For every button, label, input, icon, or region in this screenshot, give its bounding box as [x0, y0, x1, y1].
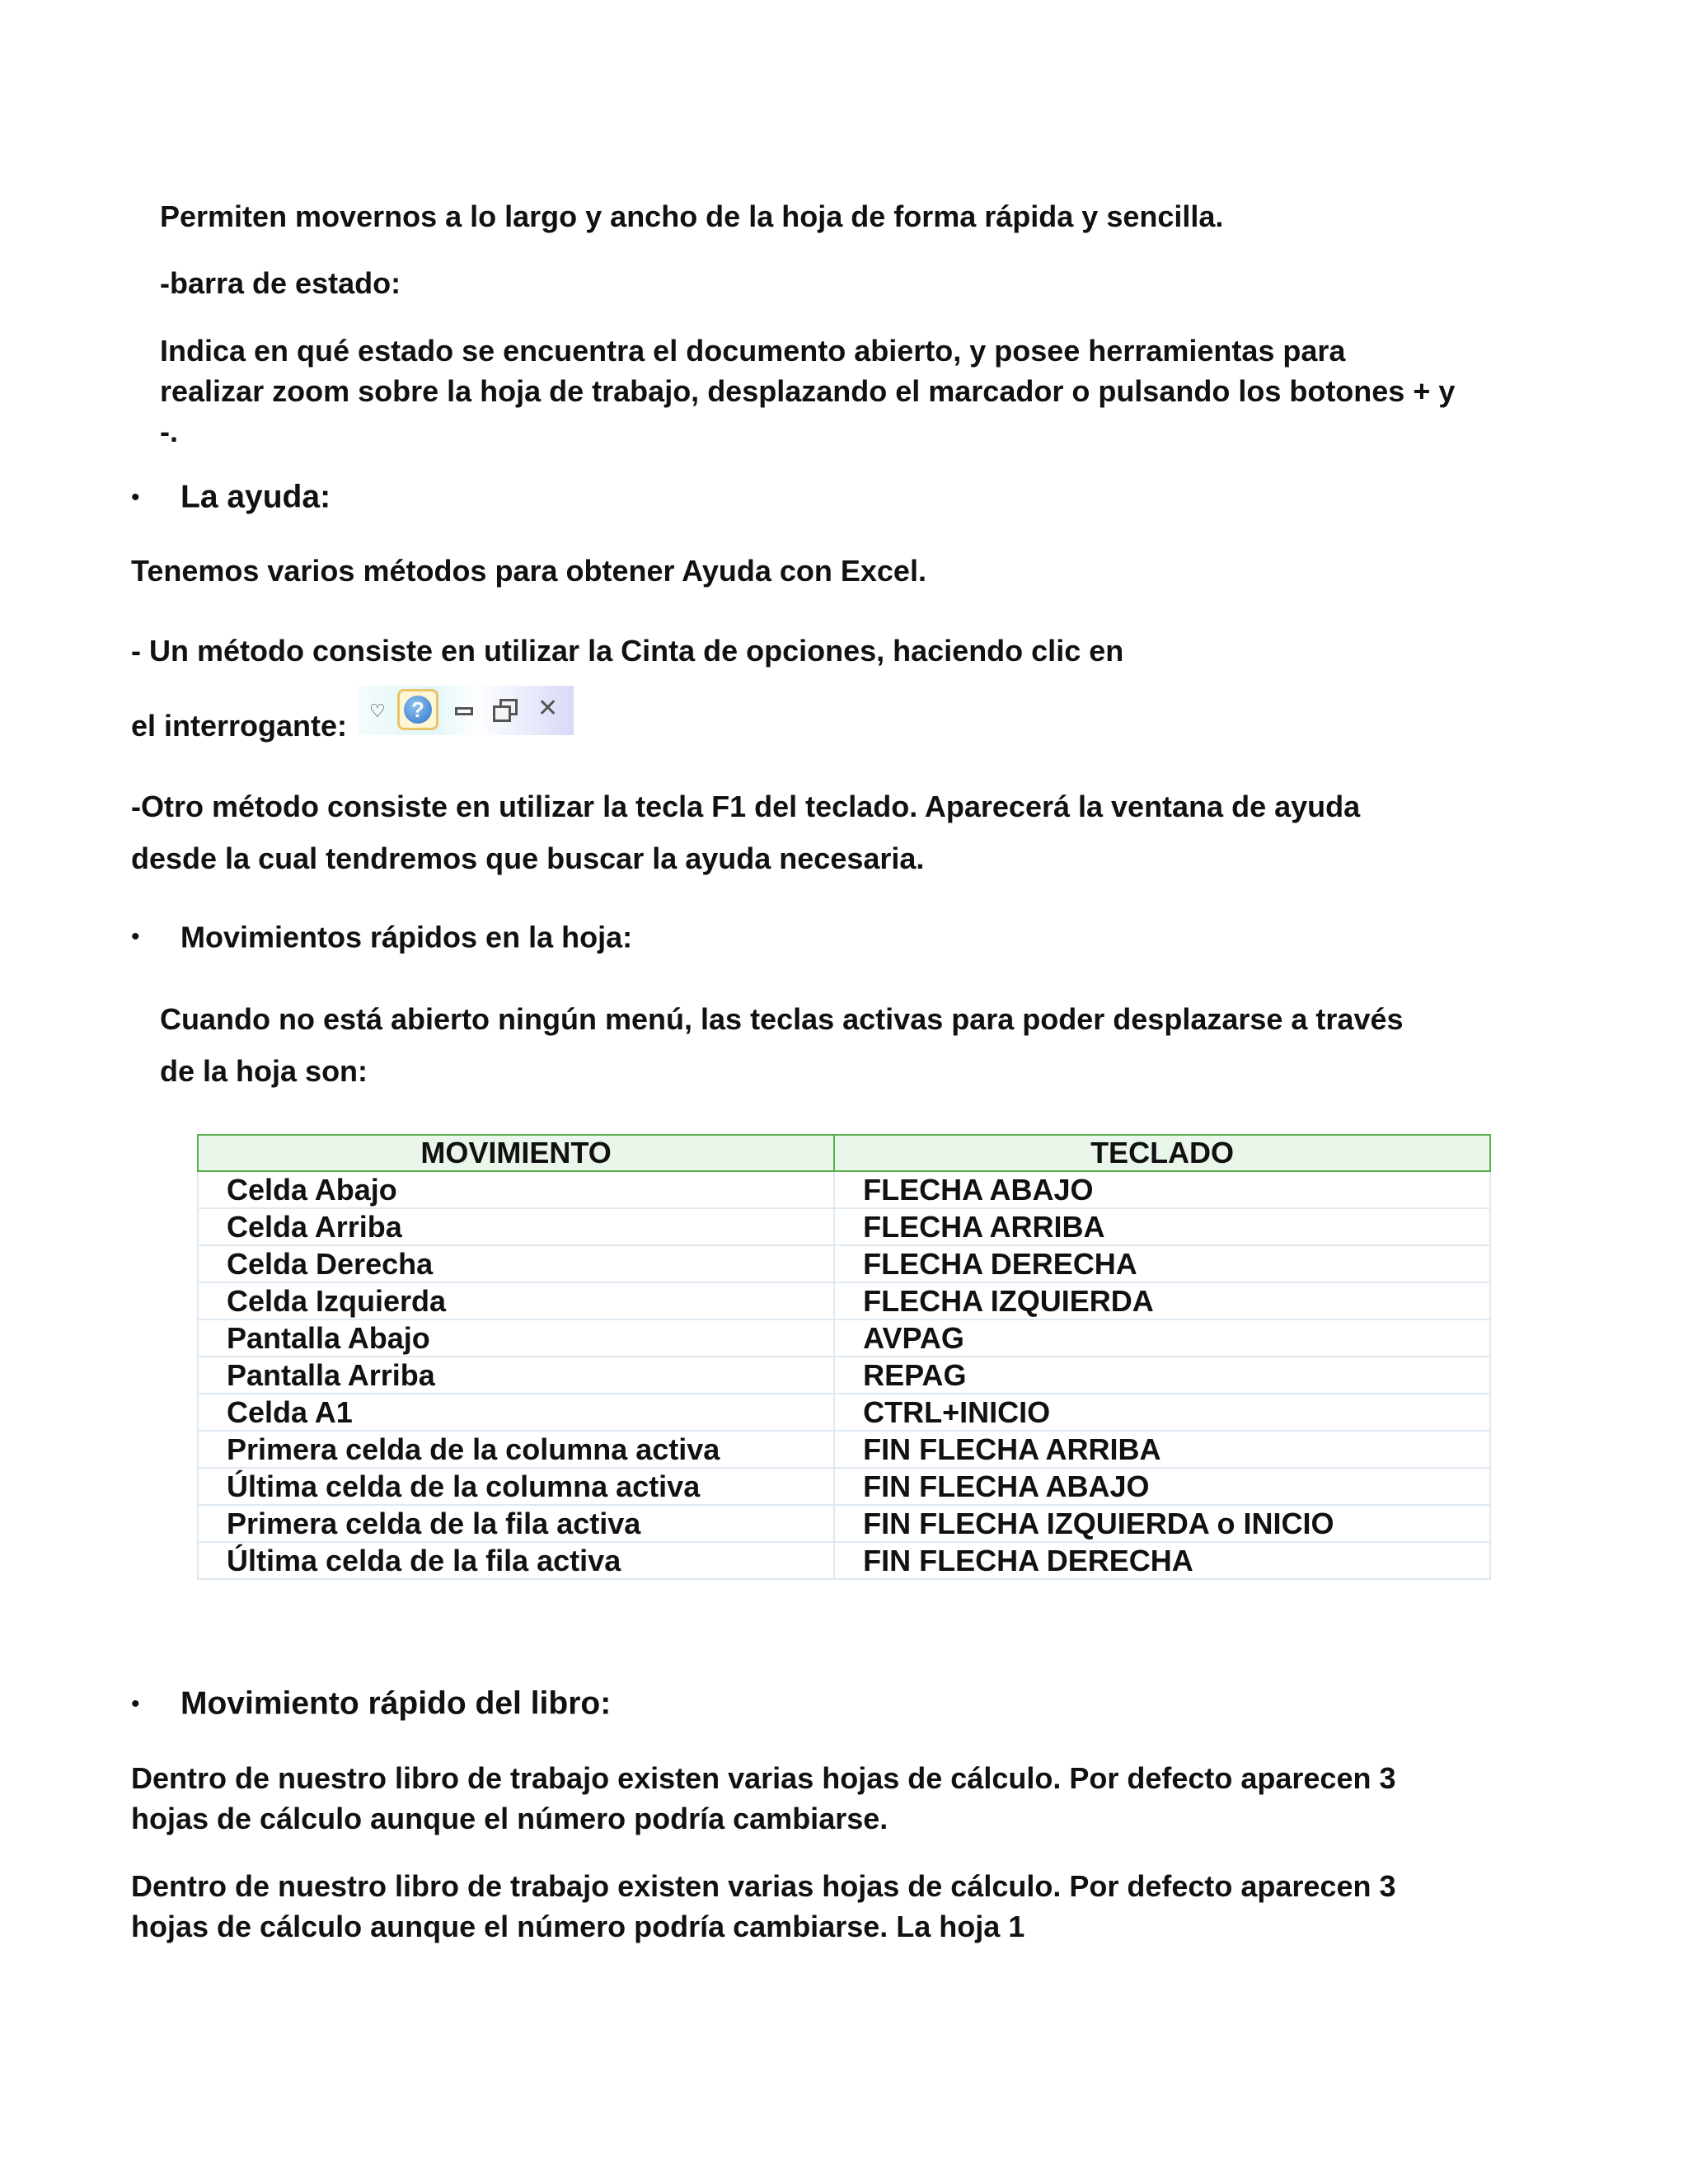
key-cell: FIN FLECHA IZQUIERDA o INICIO [834, 1505, 1490, 1542]
heading-la-ayuda [131, 478, 331, 516]
paragraph-help-methods: Tenemos varios métodos para obtener Ayuda con Excel. [131, 554, 926, 588]
movement-cell: Última celda de la columna activa [198, 1468, 834, 1505]
paragraph-book-2-line1: Dentro de nuestro libro de trabajo existen varias hojas de cálculo. Por defecto aparecen 3 [131, 1869, 1396, 1903]
key-cell: FLECHA ABAJO [834, 1171, 1490, 1208]
help-glyph: ? [404, 696, 432, 724]
table-row [198, 1357, 1490, 1394]
table-row [198, 1171, 1490, 1208]
paragraph-help-f1-line1: -Otro método consiste en utilizar la tecla F1 del teclado. Aparecerá la ventana de ayuda [131, 790, 1361, 823]
movement-cell: Celda A1 [198, 1394, 834, 1431]
key-cell: AVPAG [834, 1319, 1490, 1357]
heading-text: La ayuda: [181, 479, 331, 515]
table-row [198, 1468, 1490, 1505]
paragraph-book-1-line2: hojas de cálculo aunque el número podría cambiarse. [131, 1802, 889, 1835]
key-cell: CTRL+INICIO [834, 1394, 1490, 1431]
table-header-row [198, 1135, 1490, 1171]
table-row [198, 1208, 1490, 1245]
key-cell: FIN FLECHA DERECHA [834, 1542, 1490, 1579]
movement-cell: Celda Arriba [198, 1208, 834, 1245]
movement-cell: Celda Derecha [198, 1245, 834, 1282]
heading-text: Movimientos rápidos en la hoja: [181, 920, 633, 954]
key-cell: FIN FLECHA ARRIBA [834, 1431, 1490, 1468]
restore-icon[interactable] [493, 699, 516, 720]
movement-cell: Pantalla Arriba [198, 1357, 834, 1394]
table-row [198, 1245, 1490, 1282]
shortcuts-table [197, 1134, 1491, 1580]
key-cell: FLECHA DERECHA [834, 1245, 1490, 1282]
paragraph-help-ribbon: - Un método consiste en utilizar la Cinta de opciones, haciendo clic en [131, 634, 1124, 668]
column-header-movimiento: MOVIMIENTO [198, 1135, 834, 1171]
movement-cell: Primera celda de la fila activa [198, 1505, 834, 1542]
paragraph-help-f1-line2: desde la cual tendremos que buscar la ayuda necesaria. [131, 841, 925, 875]
table-row [198, 1505, 1490, 1542]
paragraph-book-2-line2: hojas de cálculo aunque el número podría cambiarse. La hoja 1 [131, 1910, 1025, 1943]
paragraph-scroll-bars: Permiten movernos a lo largo y ancho de la hoja de forma rápida y sencilla. [160, 199, 1224, 233]
bullet-marker: • [131, 483, 140, 511]
movement-cell: Última celda de la fila activa [198, 1542, 834, 1579]
bullet-marker: • [131, 1690, 140, 1718]
key-cell: FLECHA IZQUIERDA [834, 1282, 1490, 1319]
movement-cell: Celda Izquierda [198, 1282, 834, 1319]
movement-cell: Pantalla Abajo [198, 1319, 834, 1357]
paragraph-keys-line2: de la hoja son: [160, 1054, 368, 1088]
paragraph-status-bar-line2: realizar zoom sobre la hoja de trabajo, desplazando el marcador o pulsando los botones + y [160, 374, 1456, 408]
key-cell: FLECHA ARRIBA [834, 1208, 1490, 1245]
paragraph-book-1-line1: Dentro de nuestro libro de trabajo existen varias hojas de cálculo. Por defecto aparecen 3 [131, 1761, 1396, 1795]
bullet-marker: • [131, 923, 140, 951]
help-icon[interactable] [397, 689, 438, 730]
key-cell: REPAG [834, 1357, 1490, 1394]
table-row [198, 1394, 1490, 1431]
window-controls-strip [358, 686, 574, 735]
paragraph-help-question-mark: el interrogante: [131, 709, 348, 743]
movement-cell: Celda Abajo [198, 1171, 834, 1208]
column-header-teclado: TECLADO [834, 1135, 1490, 1171]
paragraph-status-bar-line1: Indica en qué estado se encuentra el documento abierto, y posee herramientas para [160, 334, 1346, 368]
table-row [198, 1319, 1490, 1357]
paragraph-keys-line1: Cuando no está abierto ningún menú, las teclas activas para poder desplazarse a través [160, 1002, 1404, 1036]
minimize-icon[interactable] [455, 707, 473, 715]
heading-text: Movimiento rápido del libro: [181, 1685, 612, 1722]
heading-movimiento-libro [131, 1685, 611, 1722]
table-row [198, 1282, 1490, 1319]
table-row [198, 1431, 1490, 1468]
close-icon[interactable]: ✕ [537, 695, 559, 722]
heading-movimientos-rapidos [131, 918, 632, 954]
chevron-down-icon[interactable]: ♡ [369, 701, 386, 721]
movement-cell: Primera celda de la columna activa [198, 1431, 834, 1468]
paragraph-status-bar-line3: -. [160, 415, 178, 448]
key-cell: FIN FLECHA ABAJO [834, 1468, 1490, 1505]
paragraph-status-bar-title: -barra de estado: [160, 266, 401, 300]
table-row [198, 1542, 1490, 1579]
